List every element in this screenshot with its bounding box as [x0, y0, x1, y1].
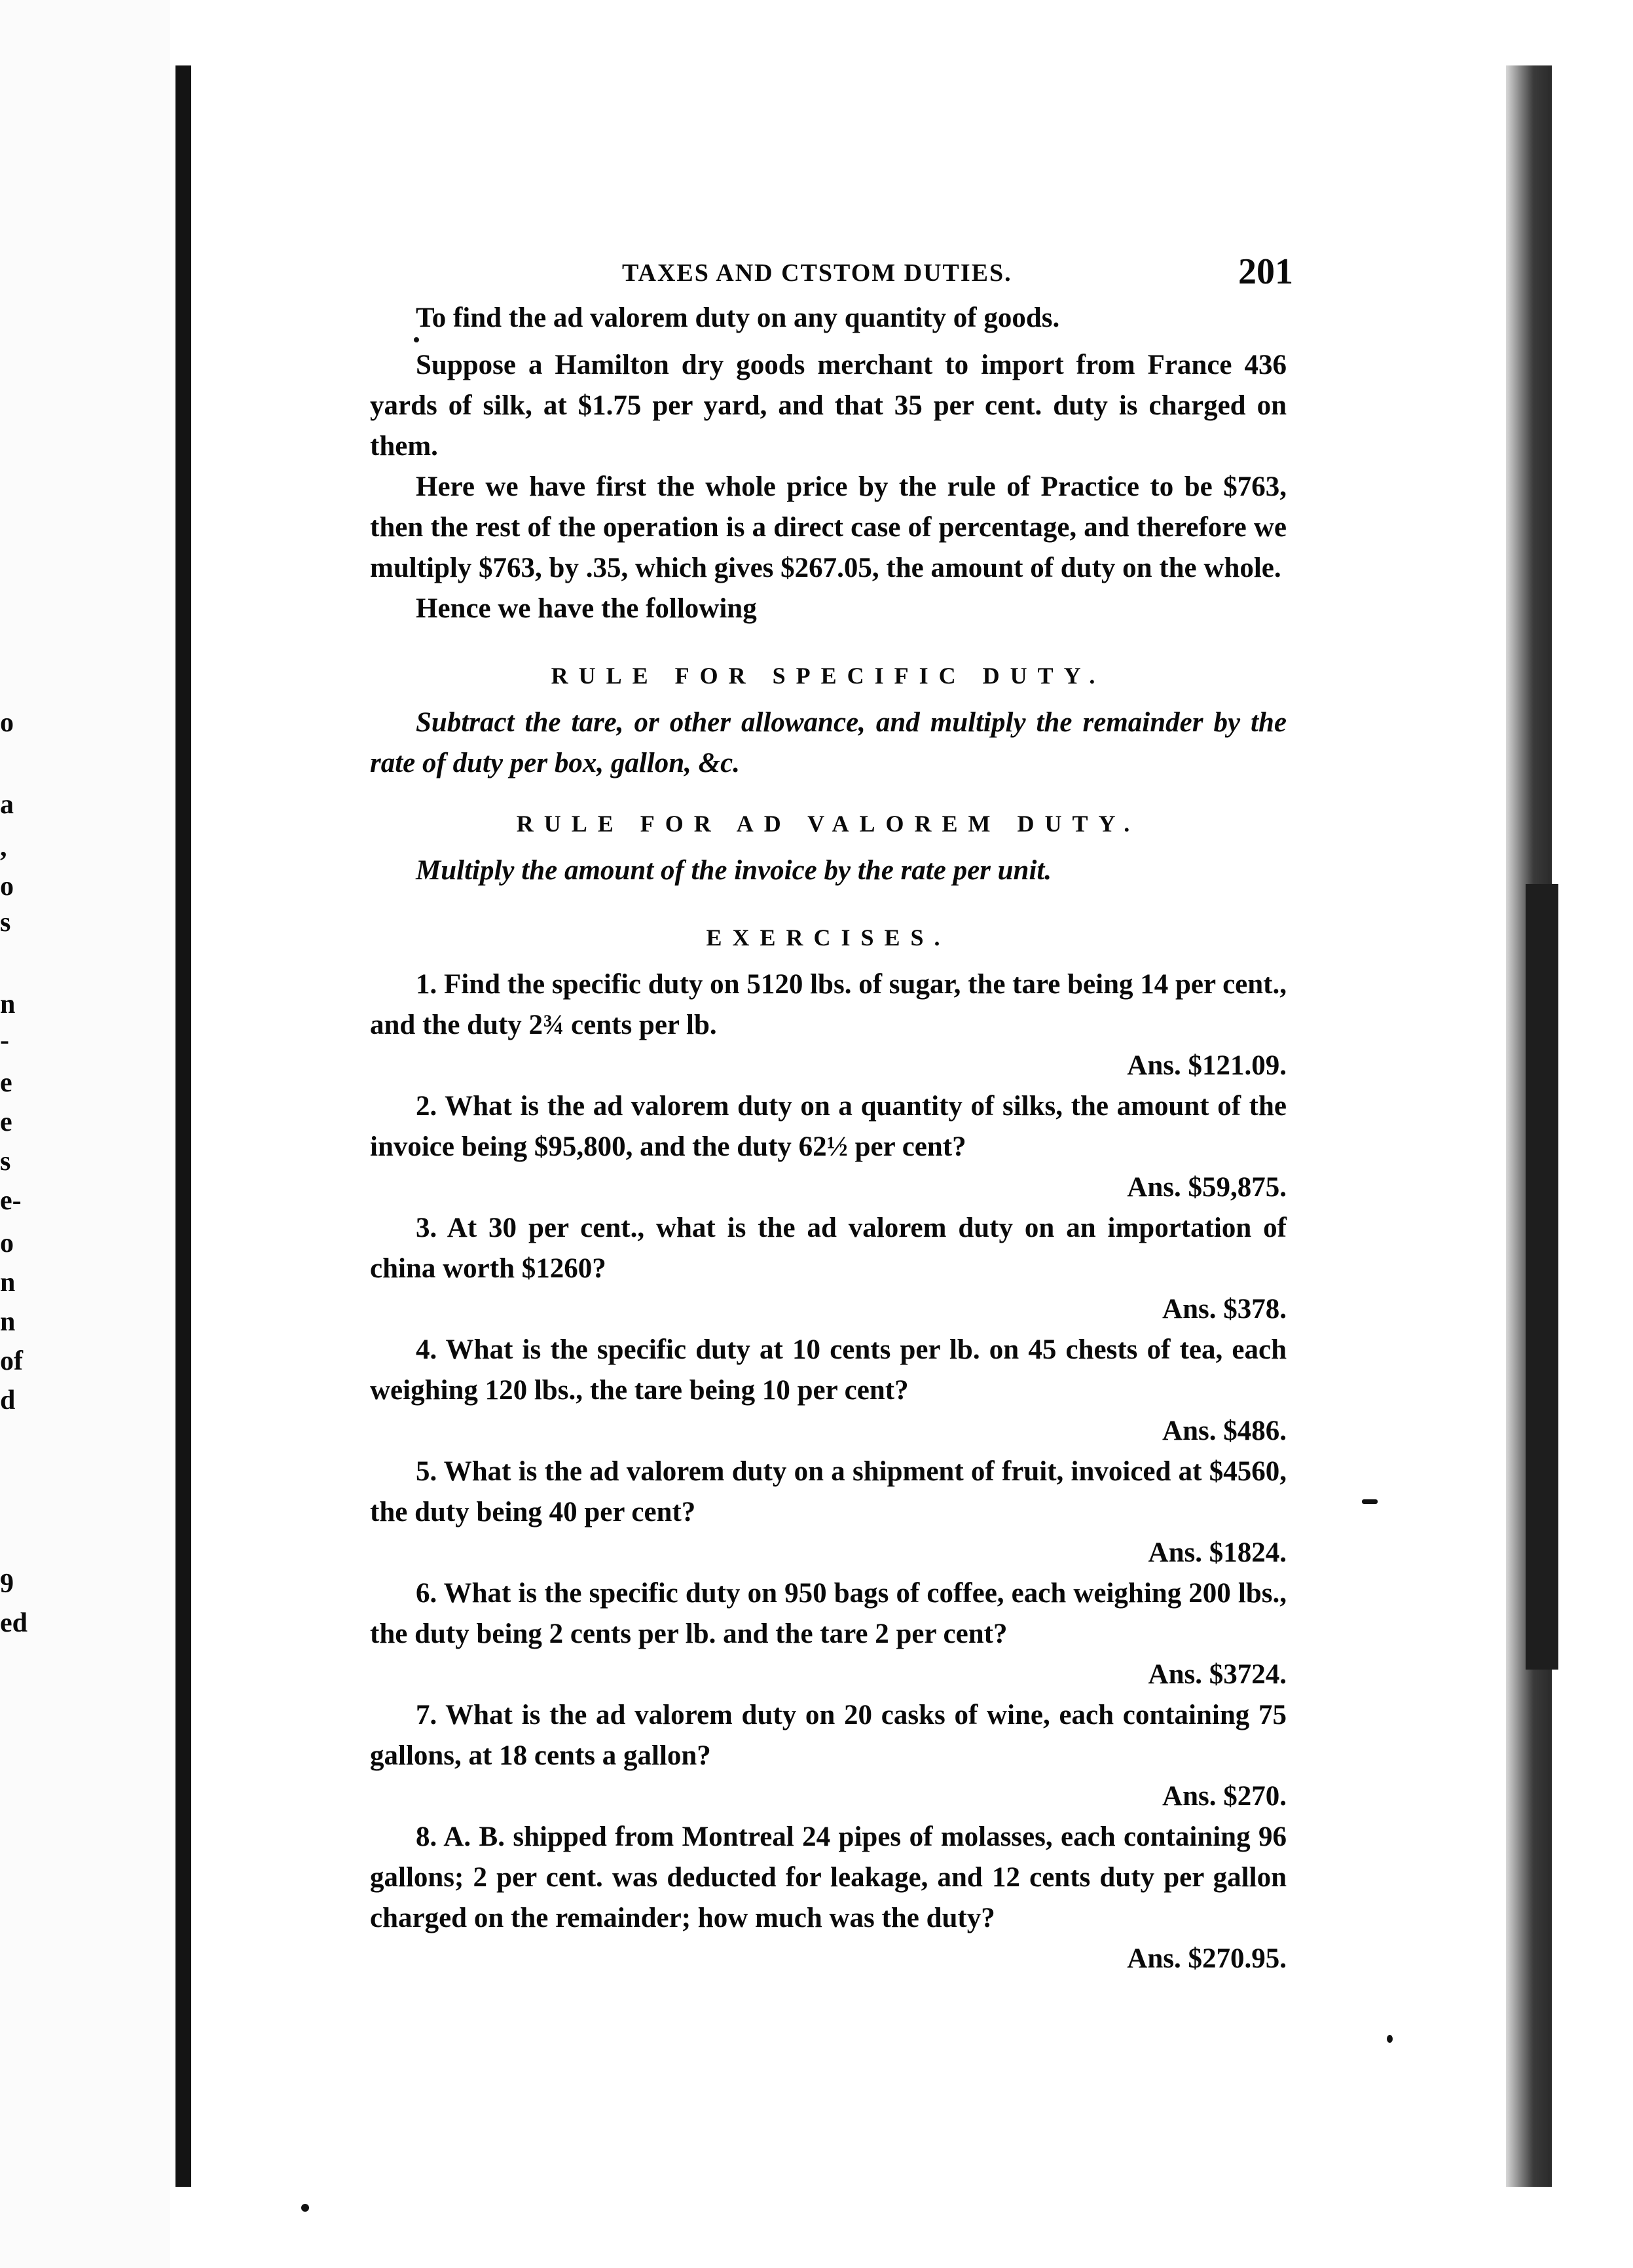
page-header — [370, 246, 1293, 298]
rule-specific-text: Subtract the tare, or other allowance, and multiply the remainder by the rate of duty per box, gallon, &c. — [370, 707, 1287, 778]
margin-letter: e- — [0, 1186, 22, 1216]
scan-speck — [1387, 2035, 1393, 2043]
margin-letter: s — [0, 1146, 11, 1177]
margin-letter: of — [0, 1346, 23, 1376]
margin-letter: - — [0, 1025, 9, 1055]
page-number: 201 — [1238, 251, 1293, 292]
exercise-item — [370, 1208, 1287, 1330]
running-head: TAXES AND CTSTOM DUTIES. — [622, 259, 1012, 287]
intro-paragraph-2: Here we have first the whole price by the rule of Practice to be $763, then the rest of the operation is a direct case of percentage, and therefore we multiply $763, by .35, which gives $267.05, the amount of duty on the whole. — [370, 471, 1287, 583]
margin-letter: s — [0, 907, 11, 938]
margin-letter: n — [0, 989, 16, 1019]
scan-speck — [414, 337, 419, 342]
exercise-question: 1. Find the specific duty on 5120 lbs. of sugar, the tare being 14 per cent., and the duty 2¾ cents per lb. — [370, 969, 1287, 1040]
exercise-answer: Ans. $270.95. — [1127, 1943, 1287, 1974]
exercise-question: 4. What is the specific duty at 10 cents per lb. on 45 chests of tea, each weighing 120 lbs., the tare being 10 per cent? — [370, 1334, 1287, 1406]
exercise-answer: Ans. $59,875. — [1127, 1172, 1287, 1203]
margin-letter: n — [0, 1307, 16, 1337]
exercise-answer: Ans. $270. — [1162, 1781, 1287, 1812]
scan-speck — [301, 2204, 309, 2212]
rule-ad-valorem-text: Multiply the amount of the invoice by the rate per unit. — [416, 855, 1052, 886]
intro-paragraph-3: Hence we have the following — [416, 593, 757, 624]
facing-page-margin-letters — [0, 0, 28, 2268]
exercise-item — [370, 1573, 1287, 1695]
scan-speck — [1362, 1499, 1378, 1504]
margin-letter: ed — [0, 1608, 28, 1638]
rule-ad-valorem-title: RULE FOR AD VALOREM DUTY. — [516, 811, 1141, 837]
exercise-item — [370, 1452, 1287, 1573]
exercise-question: 8. A. B. shipped from Montreal 24 pipes of molasses, each containing 96 gallons; 2 per cent. was deducted for leakage, and 12 cents duty per gallon charged on the remainder; how much was the duty? — [370, 1821, 1287, 1933]
exercise-question: 5. What is the ad valorem duty on a shipment of fruit, invoiced at $4560, the duty being 40 per cent? — [370, 1456, 1287, 1527]
margin-letter: n — [0, 1268, 16, 1298]
exercise-question: 6. What is the specific duty on 950 bags of coffee, each weighing 200 lbs., the duty being 2 cents per lb. and the tare 2 per cent? — [370, 1578, 1287, 1649]
exercise-list — [370, 964, 1287, 1979]
margin-letter: e — [0, 1107, 12, 1137]
margin-letter: o — [0, 708, 14, 738]
exercise-question: 7. What is the ad valorem duty on 20 casks of wine, each containing 75 gallons, at 18 cents a gallon? — [370, 1700, 1287, 1771]
margin-letter: , — [0, 832, 7, 862]
margin-letter: d — [0, 1385, 16, 1416]
page-text — [370, 246, 1293, 1979]
margin-letter: e — [0, 1068, 12, 1098]
exercise-item — [370, 1817, 1287, 1979]
exercise-question: 3. At 30 per cent., what is the ad valorem duty on an importation of china worth $1260? — [370, 1213, 1287, 1284]
exercises-title: EXERCISES. — [706, 924, 951, 951]
exercise-item — [370, 1330, 1287, 1452]
intro-heading: To find the ad valorem duty on any quantity of goods. — [416, 302, 1060, 333]
margin-letter: 9 — [0, 1569, 14, 1599]
facing-page-edge — [0, 0, 170, 2268]
exercise-answer: Ans. $3724. — [1148, 1659, 1287, 1690]
exercise-answer: Ans. $486. — [1162, 1416, 1287, 1446]
exercise-item — [370, 1086, 1287, 1208]
exercise-question: 2. What is the ad valorem duty on a quantity of silks, the amount of the invoice being $95,800, and the duty 62½ per cent? — [370, 1091, 1287, 1162]
scan-margin — [1558, 0, 1633, 2268]
exercise-answer: Ans. $121.09. — [1127, 1050, 1287, 1081]
rule-specific-title: RULE FOR SPECIFIC DUTY. — [551, 663, 1106, 689]
exercise-answer: Ans. $1824. — [1148, 1537, 1287, 1568]
exercise-item — [370, 964, 1287, 1086]
binding-gutter — [175, 65, 191, 2187]
intro-paragraph-1: Suppose a Hamilton dry goods merchant to import from France 436 yards of silk, at $1.75 per yard, and that 35 per cent. duty is charged on them. — [370, 350, 1287, 462]
margin-letter: a — [0, 790, 14, 820]
exercise-answer: Ans. $378. — [1162, 1294, 1287, 1325]
margin-letter: o — [0, 1228, 14, 1258]
exercise-item — [370, 1695, 1287, 1817]
margin-letter: o — [0, 871, 14, 902]
